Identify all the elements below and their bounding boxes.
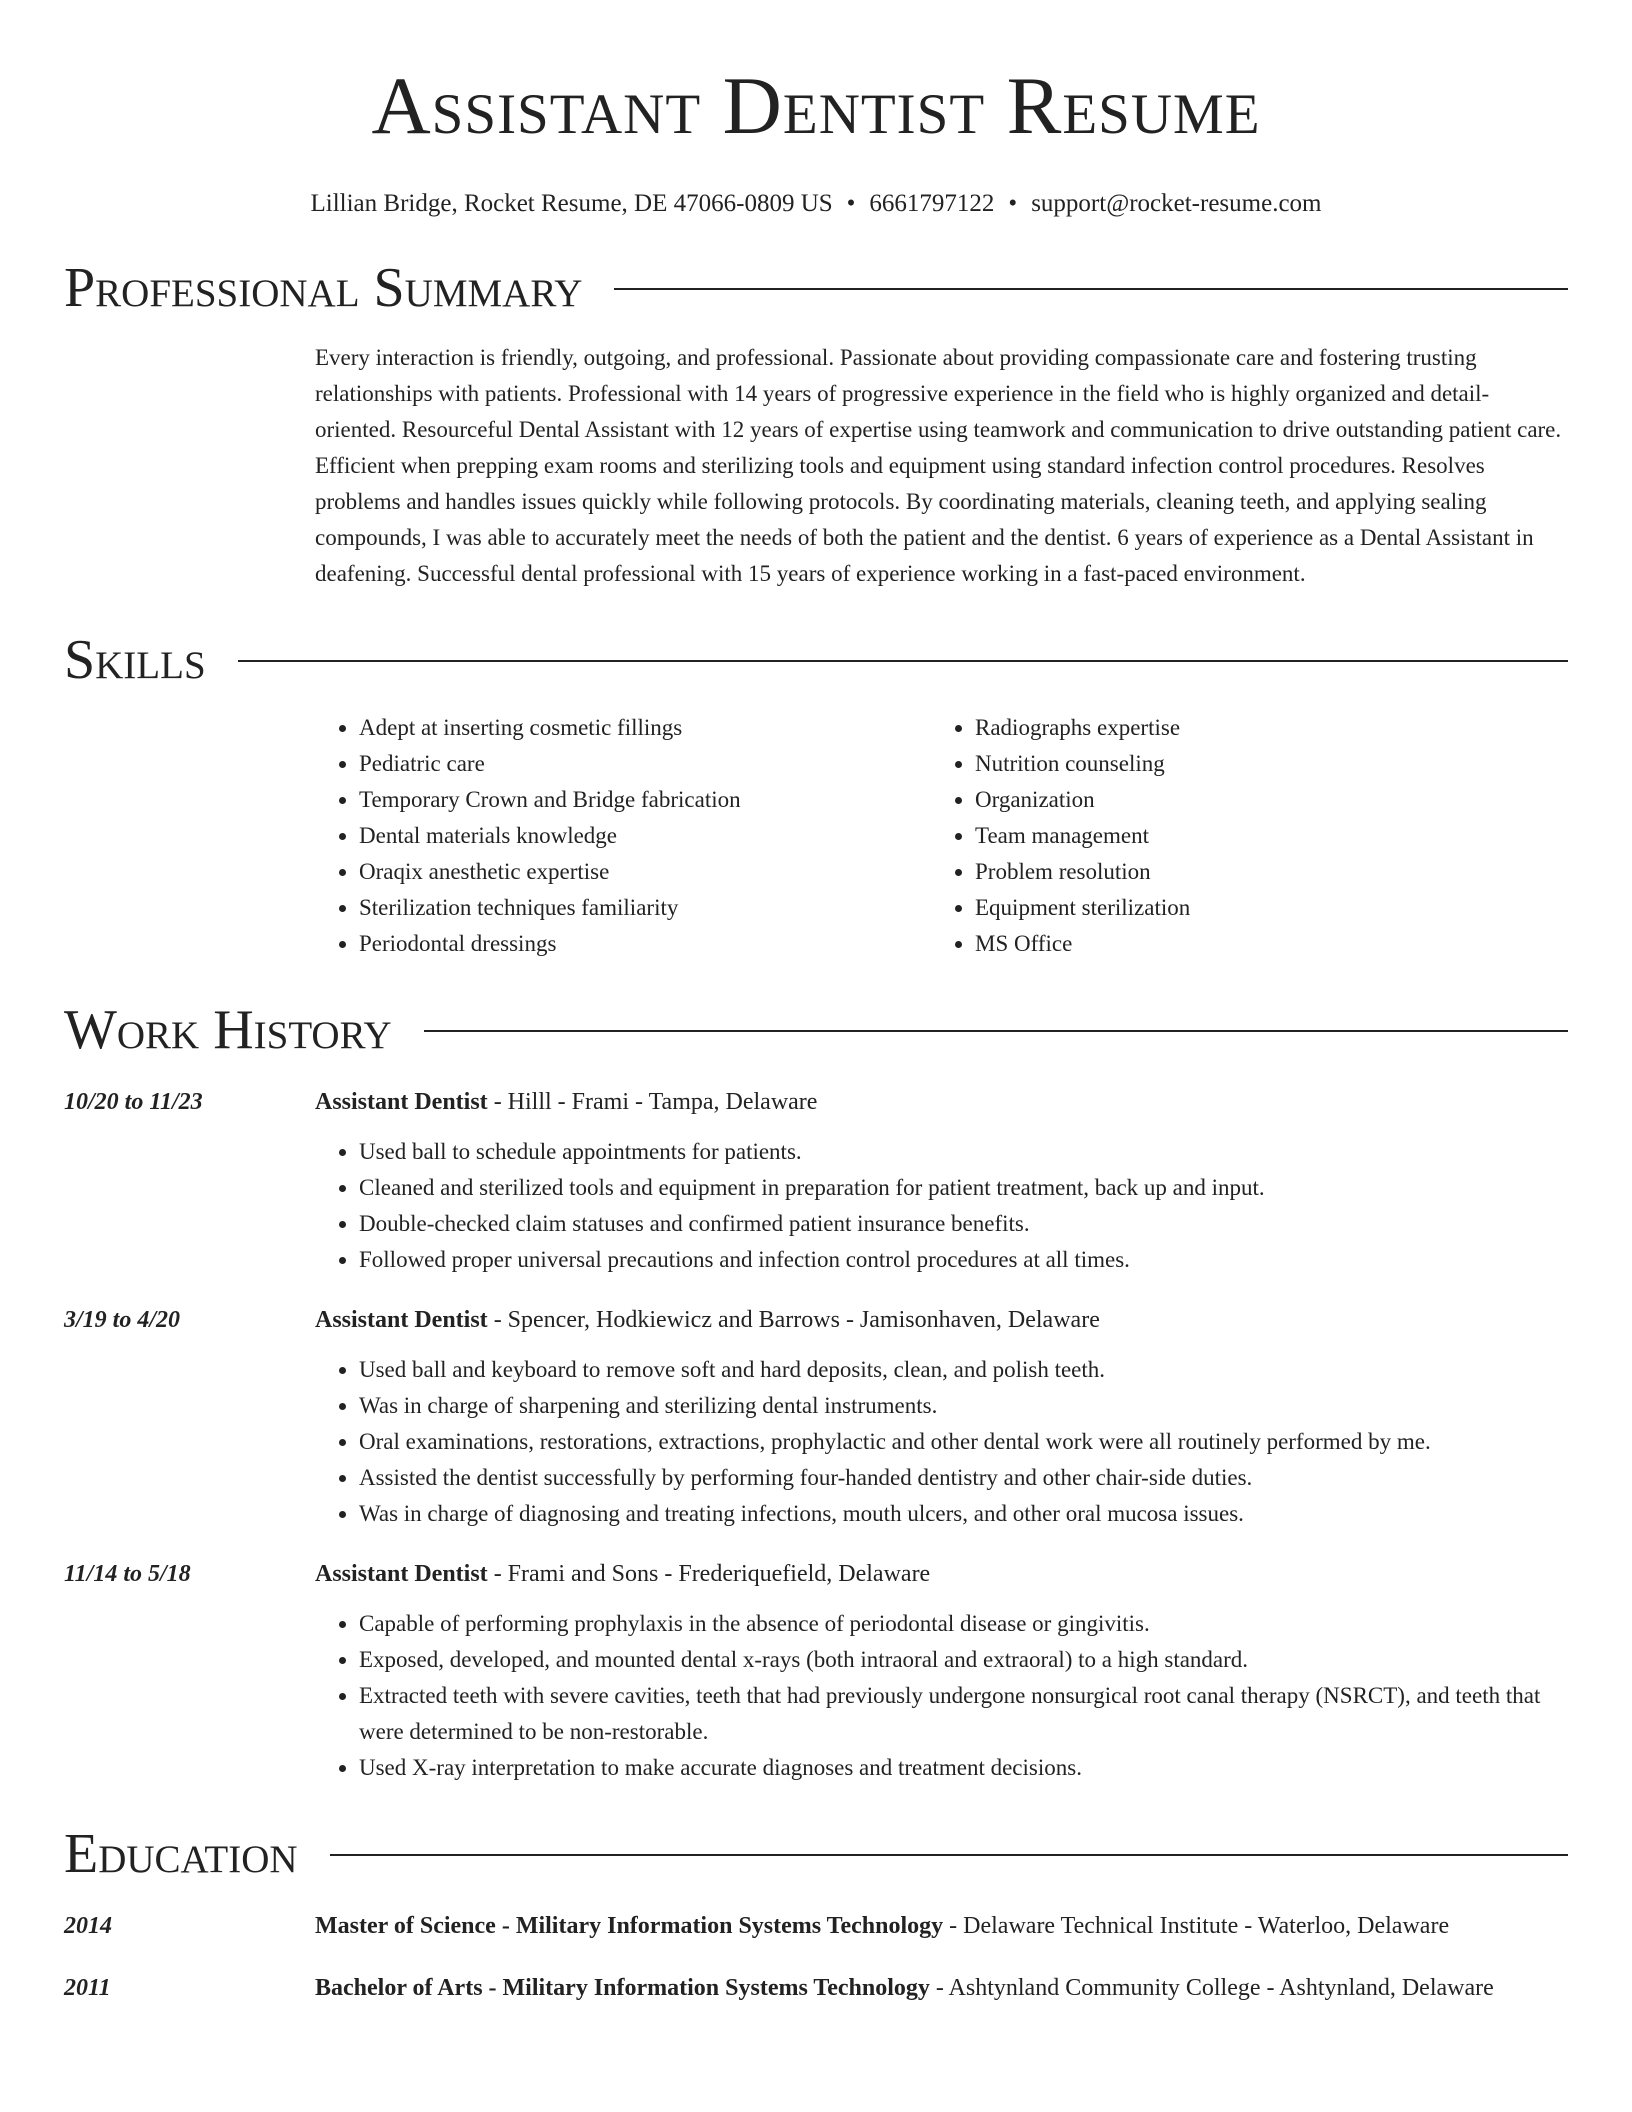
section-divider — [238, 660, 1568, 662]
work-content — [315, 1554, 1568, 1786]
work-bullet: • Double-checked claim statuses and confirmed patient insurance benefits. — [359, 1206, 1568, 1242]
work-entry — [64, 1082, 1568, 1278]
work-bullet: • Was in charge of sharpening and sterilizing dental instruments. — [359, 1388, 1568, 1424]
resume-page — [64, 0, 1568, 2008]
section-title-work: Work History — [64, 999, 392, 1061]
education-year: 2014 — [64, 1913, 112, 1939]
education-section-header — [64, 1820, 1568, 1888]
work-bullet: • Exposed, developed, and mounted dental x-rays (both intraoral and extraoral) to a high standard. — [359, 1642, 1568, 1678]
work-date: 3/19 to 4/20 — [64, 1307, 181, 1333]
work-bullet: • Used ball to schedule appointments for patients. — [359, 1134, 1568, 1170]
education-year: 2011 — [64, 1975, 111, 2001]
work-heading — [315, 1300, 1568, 1340]
work-heading — [315, 1082, 1568, 1122]
contact-separator: • — [1008, 190, 1018, 217]
work-content — [315, 1082, 1568, 1278]
work-bullet: • Used ball and keyboard to remove soft and hard deposits, clean, and polish teeth. — [359, 1352, 1568, 1388]
work-bullets — [315, 1134, 1568, 1278]
work-entry — [64, 1554, 1568, 1786]
work-bullet: • Was in charge of diagnosing and treating infections, mouth ulcers, and other oral mucosa issues. — [359, 1496, 1568, 1532]
work-bullets — [315, 1352, 1568, 1532]
work-bullet: • Assisted the dentist successfully by performing four-handed dentistry and other chair-side duties. — [359, 1460, 1568, 1496]
skill-item: • Pediatric care — [359, 746, 931, 782]
education-content — [315, 1968, 1568, 2008]
contact-phone: 6661797122 — [869, 190, 995, 217]
section-divider — [424, 1030, 1568, 1032]
skill-item: • Dental materials knowledge — [359, 818, 931, 854]
skill-item: • Adept at inserting cosmetic fillings — [359, 710, 931, 746]
school-details: - Delaware Technical Institute - Waterloo, Delaware — [943, 1913, 1450, 1939]
work-bullets — [315, 1606, 1568, 1786]
work-bullet: • Cleaned and sterilized tools and equipment in preparation for patient treatment, back up and input. — [359, 1170, 1568, 1206]
skill-item: • Team management — [975, 818, 1547, 854]
section-divider — [330, 1854, 1568, 1856]
skill-item: • MS Office — [975, 926, 1547, 962]
skill-item: • Periodontal dressings — [359, 926, 931, 962]
section-title-summary: Professional Summary — [64, 257, 583, 319]
contact-separator: • — [846, 190, 856, 217]
contact-email: support@rocket-resume.com — [1031, 190, 1322, 217]
job-title: Assistant Dentist — [315, 1089, 488, 1115]
contact-address: Lillian Bridge, Rocket Resume, DE 47066-0809 US — [310, 190, 833, 217]
skill-item: • Nutrition counseling — [975, 746, 1547, 782]
summary-section-header — [64, 254, 1568, 322]
skills-list — [315, 710, 1568, 962]
contact-line — [64, 188, 1568, 220]
job-employer: - Hilll - Frami - Tampa, Delaware — [487, 1089, 818, 1115]
job-title: Assistant Dentist — [315, 1307, 488, 1333]
education-entry — [64, 1968, 1568, 2008]
work-content — [315, 1300, 1568, 1532]
work-heading — [315, 1554, 1568, 1594]
skill-item: • Organization — [975, 782, 1547, 818]
summary-text: Every interaction is friendly, outgoing, and professional. Passionate about providing compassionate care and fostering trusting relationships with patients. Professional with 14 years of progressive experience in the field who is highly organized and detail-oriented. Resourceful Dental Assistant with 12 years of expertise using teamwork and communication to drive outstanding patient care. Efficient when prepping exam rooms and sterilizing tools and equipment using standard infection control procedures. Resolves problems and handles issues quickly while following protocols. By coordinating materials, cleaning teeth, and applying sealing compounds, I was able to accurately meet the needs of both the patient and the dentist. 6 years of experience as a Dental Assistant in deafening. Successful dental professional with 15 years of experience working in a fast-paced environment. — [315, 345, 1562, 586]
work-bullet: • Followed proper universal precautions and infection control procedures at all times. — [359, 1242, 1568, 1278]
work-section-header — [64, 996, 1568, 1064]
job-title: Assistant Dentist — [315, 1561, 488, 1587]
work-entry — [64, 1300, 1568, 1532]
education-content — [315, 1906, 1568, 1946]
skill-item: • Equipment sterilization — [975, 890, 1547, 926]
skill-item: • Radiographs expertise — [975, 710, 1547, 746]
degree-title: Bachelor of Arts - Military Information Systems Technology — [315, 1975, 930, 2001]
skill-item: • Oraqix anesthetic expertise — [359, 854, 931, 890]
section-title-education: Education — [64, 1823, 298, 1885]
skills-column-left — [315, 710, 931, 962]
work-bullet: • Capable of performing prophylaxis in the absence of periodontal disease or gingivitis. — [359, 1606, 1568, 1642]
skill-item: • Sterilization techniques familiarity — [359, 890, 931, 926]
section-title-skills: Skills — [64, 629, 206, 691]
skills-section-header — [64, 626, 1568, 694]
job-employer: - Frami and Sons - Frederiquefield, Delaware — [487, 1561, 931, 1587]
page-title: Assistant Dentist Resume — [371, 60, 1261, 151]
skill-item: • Temporary Crown and Bridge fabrication — [359, 782, 931, 818]
section-divider — [614, 288, 1568, 290]
work-bullet: • Oral examinations, restorations, extractions, prophylactic and other dental work were all routinely performed by me. — [359, 1424, 1568, 1460]
education-entry — [64, 1906, 1568, 1946]
skills-column-right — [931, 710, 1547, 962]
school-details: - Ashtynland Community College - Ashtynland, Delaware — [929, 1975, 1494, 2001]
work-date: 10/20 to 11/23 — [64, 1089, 203, 1115]
degree-title: Master of Science - Military Information Systems Technology — [315, 1913, 944, 1939]
work-bullet: • Used X-ray interpretation to make accurate diagnoses and treatment decisions. — [359, 1750, 1568, 1786]
skill-item: • Problem resolution — [975, 854, 1547, 890]
work-date: 11/14 to 5/18 — [64, 1561, 191, 1587]
work-bullet: • Extracted teeth with severe cavities, teeth that had previously undergone nonsurgical root canal therapy (NSRCT), and teeth that were determined to be non-restorable. — [359, 1678, 1568, 1750]
job-employer: - Spencer, Hodkiewicz and Barrows - Jamisonhaven, Delaware — [487, 1307, 1100, 1333]
